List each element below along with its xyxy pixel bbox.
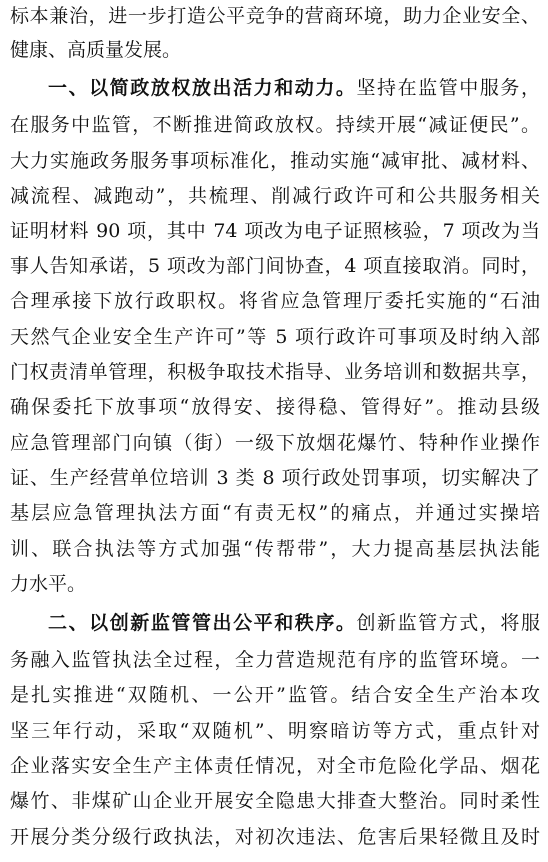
text-line-11: 门权责清单管理，积极争取技术指导、业务培训和数据共享，	[10, 361, 540, 383]
text-line-6: 减流程、减跑动”，共梳理、削减行政许可和公共服务相关	[10, 185, 540, 207]
text-line-23: 爆竹、非煤矿山企业开展安全隐患大排查大整治。同时柔性	[10, 790, 540, 812]
text-line-5: 大力实施政务服务事项标准化，推动实施“减审批、减材料、	[10, 150, 540, 172]
text-line-8: 事人告知承诺，5 项改为部门间协查，4 项直接取消。同时，	[10, 255, 540, 277]
text-line-21: 坚三年行动，采取“双随机”、明察暗访等方式，重点针对	[10, 720, 540, 742]
text-line-9: 合理承接下放行政职权。将省应急管理厅委托实施的“石油	[10, 290, 540, 312]
section-1-first-line	[48, 68, 540, 108]
text-line-10: 天然气企业安全生产许可”等 5 项行政许可事项及时纳入部	[10, 326, 540, 348]
text-line-24: 开展分类分级行政执法，对初次违法、危害后果轻微且及时	[10, 826, 540, 848]
text-line-22: 企业落实安全生产主体责任情况，对全市危险化学品、烟花	[10, 755, 540, 777]
section-2-first-line	[48, 603, 540, 643]
section-1-heading: 一、以简政放权放出活力和动力。	[48, 77, 357, 99]
text-line-17: 力水平。	[10, 573, 87, 595]
section-1-lead-text: 坚持在监管中服务，	[356, 77, 540, 99]
text-line-1: 标本兼治，进一步打造公平竞争的营商环境，助力企业安全、	[10, 5, 540, 27]
text-line-7: 证明材料 90 项，其中 74 项改为电子证照核验，7 项改为当	[10, 220, 540, 242]
text-line-15: 基层应急管理执法方面“有责无权”的痛点，并通过实操培	[10, 502, 540, 524]
text-line-2: 健康、高质量发展。	[10, 39, 182, 61]
text-line-19: 务融入监管执法全过程，全力营造规范有序的监管环境。一	[10, 649, 540, 671]
section-2-heading: 二、以创新监管管出公平和秩序。	[48, 612, 357, 634]
text-line-4: 在服务中监管，不断推进简政放权。持续开展“减证便民”。	[10, 114, 540, 136]
text-line-13: 应急管理部门向镇（街）一级下放烟花爆竹、特种作业操作	[10, 432, 540, 454]
text-line-12: 确保委托下放事项“放得安、接得稳、管得好”。推动县级	[10, 396, 540, 418]
text-line-20: 是扎实推进“双随机、一公开”监管。结合安全生产治本攻	[10, 684, 540, 706]
text-line-16: 训、联合执法等方式加强“传帮带”，大力提高基层执法能	[10, 538, 540, 560]
section-2-lead-text: 创新监管方式，将服	[356, 612, 540, 634]
text-line-14: 证、生产经营单位培训 3 类 8 项行政处罚事项，切实解决了	[10, 467, 540, 489]
